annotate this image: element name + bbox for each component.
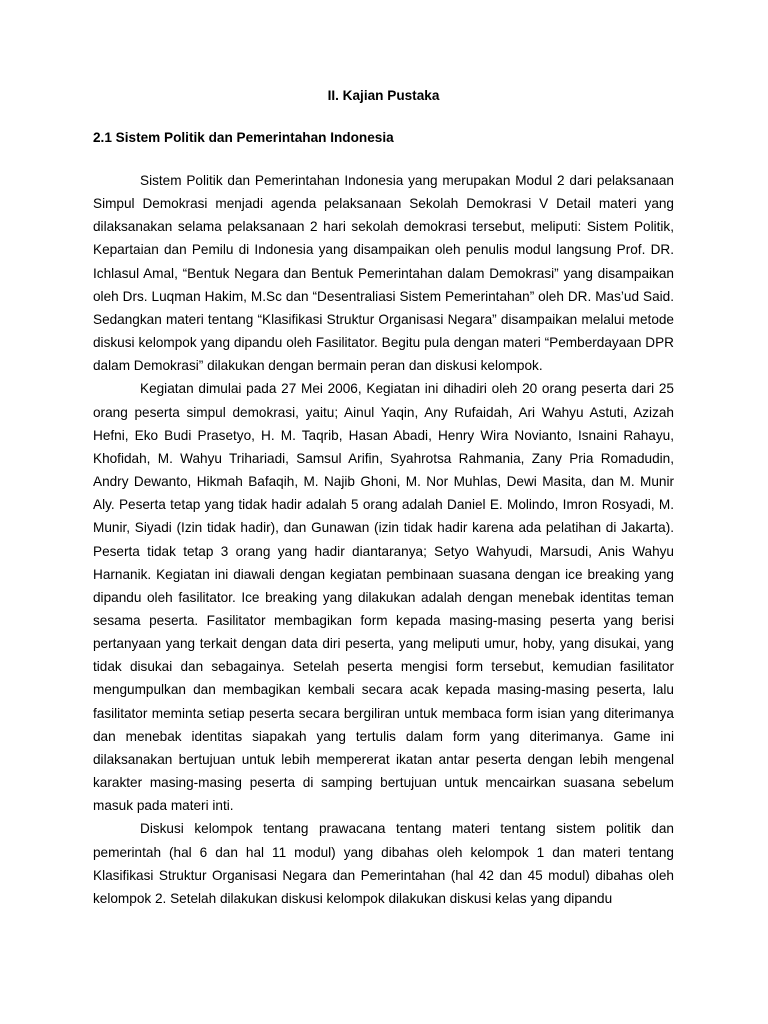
paragraph: Sistem Politik dan Pemerintahan Indonesia yang merupakan Modul 2 dari pelaksanaan Simpul Demokrasi menjadi agenda pelaksanaan Sekolah Demokrasi V Detail materi yang dilaksanakan selama pelaksanaan 2 hari sekolah demokrasi tersebut, meliputi: Sistem Politik, Kepartaian dan Pemilu di Indonesia yang disampaikan oleh penulis modul langsung Prof. DR. Ichlasul Amal, “Bentuk Negara dan Bentuk Pemerintahan dalam Demokrasi” yang disampaikan oleh Drs. Luqman Hakim, M.Sc dan “Desentraliasi Sistem Pemerintahan” oleh DR. Mas’ud Said. Sedangkan materi tentang “Klasifikasi Struktur Organisasi Negara” disampaikan melalui metode diskusi kelompok yang dipandu oleh Fasilitator. Begitu pula dengan materi “Pemberdayaan DPR dalam Demokrasi” dilakukan dengan bermain peran dan diskusi kelompok. — [93, 173, 674, 374]
chapter-title: II. Kajian Pustaka — [327, 88, 440, 103]
section-title: 2.1 Sistem Politik dan Pemerintahan Indonesia — [93, 130, 394, 145]
document-page — [93, 84, 674, 910]
paragraph: Kegiatan dimulai pada 27 Mei 2006, Kegiatan ini dihadiri oleh 20 orang peserta dari 25 orang peserta simpul demokrasi, yaitu; Ainul Yaqin, Any Rufaidah, Ari Wahyu Astuti, Azizah Hefni, Eko Budi Prasetyo, H. M. Taqrib, Hasan Abadi, Henry Wira Novianto, Isnaini Rahayu, Khofidah, M. Wahyu Trihariadi, Samsul Arifin, Syahrotsa Rahmania, Zany Pria Romadudin, Andry Dewanto, Hikmah Bafaqih, M. Najib Ghoni, M. Nor Muhlas, Dewi Masita, dan M. Munir Aly. Peserta tetap yang tidak hadir adalah 5 orang adalah Daniel E. Molindo, Imron Rosyadi, M. Munir, Siyadi (Izin tidak hadir), dan Gunawan (izin tidak hadir karena ada pelatihan di Jakarta). Peserta tidak tetap 3 orang yang hadir diantaranya; Setyo Wahyudi, Marsudi, Anis Wahyu Harnanik. Kegiatan ini diawali dengan kegiatan pembinaan suasana dengan ice breaking yang dipandu oleh fasilitator. Ice breaking yang dilakukan adalah dengan menebak identitas teman sesama peserta. Fasilitator membagikan form kepada masing-masing peserta yang berisi pertanyaan yang terkait dengan data diri peserta, yang meliputi umur, hoby, yang disukai, yang tidak disukai dan sebagainya. Setelah peserta mengisi form tersebut, kemudian fasilitator mengumpulkan dan membagikan kembali secara acak kepada masing-masing peserta, lalu fasilitator meminta setiap peserta secara bergiliran untuk membaca form isian yang diterimanya dan menebak identitas siapakah yang tertulis dalam form yang diterimanya. Game ini dilaksanakan bertujuan untuk lebih mempererat ikatan antar peserta dengan lebih mengenal karakter masing-masing peserta di samping bertujuan untuk mencairkan suasana sebelum masuk pada materi inti. — [93, 381, 674, 814]
section-body — [93, 169, 674, 910]
paragraph: Diskusi kelompok tentang prawacana tentang materi tentang sistem politik dan pemerintah (hal 6 dan hal 11 modul) yang dibahas oleh kelompok 1 dan materi tentang Klasifikasi Struktur Organisasi Negara dan Pemerintahan (hal 42 dan 45 modul) dibahas oleh kelompok 2. Setelah dilakukan diskusi kelompok dilakukan diskusi kelas yang dipandu — [93, 821, 674, 906]
